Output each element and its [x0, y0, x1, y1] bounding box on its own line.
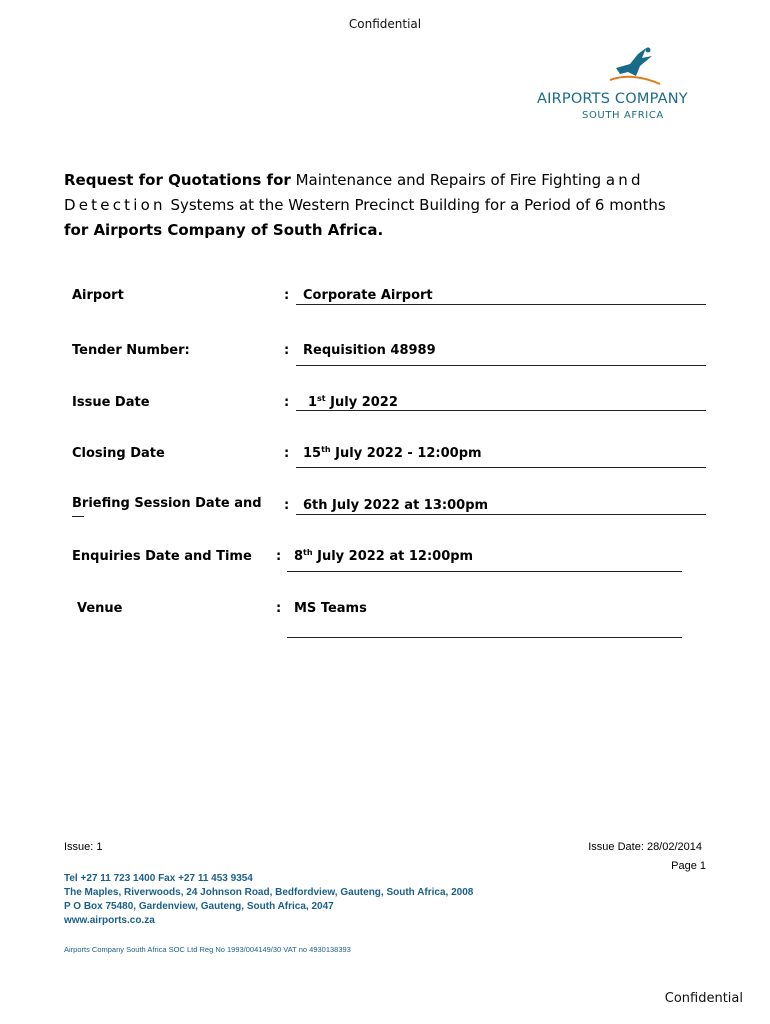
title-line2-spaced: Detection: [64, 196, 166, 214]
footer-address: The Maples, Riverwoods, 24 Johnson Road, Bedfordview, Gauteng, South Africa, 2008: [64, 887, 474, 898]
issue-date-value: 1st July 2022: [308, 394, 398, 410]
enquiries-underline: [287, 571, 682, 572]
tender-label: Tender Number:: [72, 343, 190, 358]
airport-label: Airport: [72, 288, 124, 303]
flying-figure-logo-icon: [602, 46, 662, 90]
document-title: [64, 168, 714, 243]
title-line1: Maintenance and Repairs of Fire Fighting: [295, 171, 602, 189]
enquiries-colon: :: [276, 549, 282, 564]
closing-date-label: Closing Date: [72, 446, 165, 461]
closing-date-underline: [296, 467, 706, 468]
enquiries-value: 8th July 2022 at 12:00pm: [294, 548, 474, 564]
tender-colon: :: [284, 343, 290, 358]
tender-value: Requisition 48989: [303, 343, 436, 358]
footer-issue-date: Issue Date: 28/02/2014: [588, 841, 702, 853]
title-line3: for Airports Company of South Africa.: [64, 221, 384, 239]
footer-pobox: P O Box 75480, Gardenview, Gauteng, South Africa, 2047: [64, 901, 334, 912]
title-line1-spaced: and: [605, 171, 644, 189]
briefing-colon: :: [284, 498, 290, 513]
issue-date-underline: [296, 410, 706, 411]
closing-date-value: 15th July 2022 - 12:00pm: [303, 445, 482, 461]
closing-date-colon: :: [284, 446, 290, 461]
logo-country: SOUTH AFRICA: [582, 110, 664, 121]
footer-page-number: Page 1: [671, 860, 706, 872]
briefing-label: Briefing Session Date and: [72, 496, 262, 511]
briefing-value: 6th July 2022 at 13:00pm: [303, 498, 489, 513]
header-confidential: Confidential: [348, 17, 422, 31]
issue-date-label: Issue Date: [72, 395, 150, 410]
venue-value: MS Teams: [294, 601, 367, 616]
airport-colon: :: [284, 288, 290, 303]
logo-company-name: AIRPORTS COMPANY: [537, 91, 688, 107]
airport-value: Corporate Airport: [303, 288, 433, 303]
footer-website-link[interactable]: www.airports.co.za: [64, 915, 155, 926]
footer-contact-block: [64, 872, 473, 928]
venue-underline: [287, 637, 682, 638]
footer-issue: Issue: 1: [64, 841, 103, 853]
tender-underline: [296, 365, 706, 366]
company-logo: [520, 46, 735, 126]
airport-underline: [296, 304, 706, 305]
issue-date-colon: :: [284, 395, 290, 410]
footer-confidential: Confidential: [664, 991, 743, 1006]
title-bold-prefix: Request for Quotations for: [64, 171, 291, 189]
title-line2: Systems at the Western Precinct Building for a Period of 6 months: [170, 196, 666, 214]
footer-tel: Tel +27 11 723 1400 Fax +27 11 453 9354: [64, 873, 253, 884]
footer-registration: Airports Company South Africa SOC Ltd Reg No 1993/004149/30 VAT no 4930138393: [64, 945, 351, 954]
briefing-label-fragment: [72, 516, 84, 517]
enquiries-label: Enquiries Date and Time: [72, 549, 252, 564]
venue-label: Venue: [77, 601, 123, 616]
venue-colon: :: [276, 601, 282, 616]
briefing-underline: [296, 514, 706, 515]
